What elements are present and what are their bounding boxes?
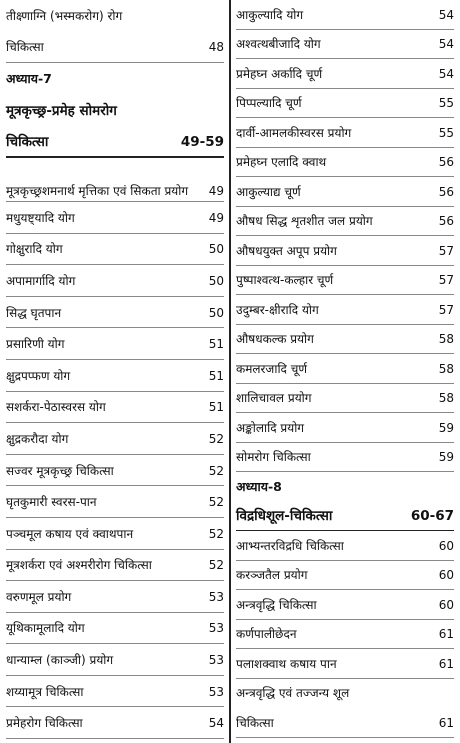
entry-title: क्षुद्रकरौदा योग bbox=[6, 431, 69, 446]
entry-page-number: 53 bbox=[208, 653, 224, 668]
entry-title: सशर्करा-पेठास्वरस योग bbox=[6, 400, 106, 415]
entry-page-number: 53 bbox=[208, 684, 224, 699]
entry-title: मूत्रकृच्छ्रशमनार्थ मृत्तिका एवं सिकता प्रयोग bbox=[6, 183, 189, 198]
right-toc-entry bbox=[236, 177, 454, 207]
right-toc-entry bbox=[236, 118, 454, 148]
left-column bbox=[6, 0, 224, 739]
entry-page-number: 54 bbox=[438, 7, 454, 22]
right-toc-entry bbox=[236, 679, 454, 709]
entry-title: शय्यामूत्र चिकित्सा bbox=[6, 684, 84, 699]
entry-title: यूथिकामूलादि योग bbox=[6, 621, 85, 636]
entry-title: आभ्यन्तरविद्रधि चिकित्सा bbox=[236, 538, 344, 553]
entry-title: अध्याय-7 bbox=[6, 70, 52, 86]
left-toc-entry bbox=[6, 95, 224, 127]
column-divider bbox=[229, 0, 231, 743]
right-column bbox=[236, 0, 454, 738]
entry-title: प्रमेहघ्न एलादि क्वाथ bbox=[236, 155, 327, 170]
entry-page-number: 60 bbox=[438, 538, 454, 553]
entry-page-number: 58 bbox=[438, 361, 454, 376]
entry-title: कमलरजादि चूर्ण bbox=[236, 361, 308, 376]
right-toc-entry bbox=[236, 89, 454, 119]
entry-page-number: 55 bbox=[438, 125, 454, 140]
entry-page-number: 58 bbox=[438, 332, 454, 347]
right-toc-entry bbox=[236, 295, 454, 325]
entry-page-number: 51 bbox=[208, 337, 224, 352]
entry-page-number: 53 bbox=[208, 621, 224, 636]
left-toc-entry bbox=[6, 158, 224, 202]
entry-title: धान्याम्ल (काञ्जी) प्रयोग bbox=[6, 653, 114, 668]
right-toc-entry bbox=[236, 236, 454, 266]
entry-title: करञ्जतैल प्रयोग bbox=[236, 568, 308, 583]
entry-page-number: 52 bbox=[208, 526, 224, 541]
right-toc-entry bbox=[236, 531, 454, 561]
entry-title: शालिचावल प्रयोग bbox=[236, 391, 312, 406]
right-toc-entry bbox=[236, 649, 454, 679]
entry-title: कर्णपालीछेदन bbox=[236, 627, 297, 642]
left-toc-entry bbox=[6, 297, 224, 329]
right-toc-entry bbox=[236, 30, 454, 60]
entry-page-number: 51 bbox=[208, 400, 224, 415]
entry-page-number: 60 bbox=[438, 597, 454, 612]
entry-title: घृतकुमारी स्वरस-पान bbox=[6, 495, 97, 510]
entry-page-number: 50 bbox=[208, 273, 224, 288]
entry-page-number: 50 bbox=[208, 305, 224, 320]
entry-title: पुष्पाश्वत्थ-कल्हार चूर्ण bbox=[236, 273, 334, 288]
right-toc-entry bbox=[236, 561, 454, 591]
entry-title: उदुम्बर-क्षीरादि योग bbox=[236, 302, 319, 317]
entry-page-number: 56 bbox=[438, 184, 454, 199]
entry-page-number: 58 bbox=[438, 391, 454, 406]
left-toc-entry bbox=[6, 707, 224, 739]
entry-page-number: 49 bbox=[208, 210, 224, 225]
entry-title: गोक्षुरादि योग bbox=[6, 242, 63, 257]
entry-page-number: 61 bbox=[438, 656, 454, 671]
entry-page-number: 55 bbox=[438, 96, 454, 111]
entry-title: सिद्ध घृतपान bbox=[6, 305, 62, 320]
left-toc-entry bbox=[6, 455, 224, 487]
left-toc-entry bbox=[6, 265, 224, 297]
left-toc-entry bbox=[6, 32, 224, 64]
left-toc-entry bbox=[6, 518, 224, 550]
right-toc-entry bbox=[236, 413, 454, 443]
entry-title: प्रमेहघ्न अर्कादि चूर्ण bbox=[236, 66, 323, 81]
left-toc-entry bbox=[6, 644, 224, 676]
left-toc-entry bbox=[6, 486, 224, 518]
entry-page-number: 61 bbox=[438, 715, 454, 730]
left-toc-entry bbox=[6, 550, 224, 582]
entry-page-number: 53 bbox=[208, 589, 224, 604]
entry-title: मधुयष्ट्यादि योग bbox=[6, 210, 75, 225]
right-toc-entry bbox=[236, 708, 454, 738]
left-toc-entry bbox=[6, 392, 224, 424]
entry-title: विद्रधिशूल-चिकित्सा bbox=[236, 508, 333, 525]
entry-title: चिकित्सा bbox=[6, 134, 49, 151]
entry-page-number: 60 bbox=[438, 568, 454, 583]
left-toc-entry bbox=[6, 581, 224, 613]
entry-title: चिकित्सा bbox=[6, 40, 44, 55]
left-toc-entry bbox=[6, 0, 224, 32]
entry-title: दार्वी-आमलकीस्वरस प्रयोग bbox=[236, 125, 352, 140]
entry-title: अन्त्रवृद्धि चिकित्सा bbox=[236, 597, 317, 612]
left-toc-entry bbox=[6, 328, 224, 360]
entry-title: मूत्रशर्करा एवं अश्मरीरोग चिकित्सा bbox=[6, 558, 152, 573]
entry-title: तीक्ष्णाग्नि (भस्मकरोग) रोग bbox=[6, 8, 123, 23]
entry-title: आकुल्याद्य चूर्ण bbox=[236, 184, 301, 199]
left-toc-entry bbox=[6, 234, 224, 266]
entry-title: औषधयुक्त अपूप प्रयोग bbox=[236, 243, 337, 258]
entry-page-number: 54 bbox=[438, 66, 454, 81]
entry-page-number: 59 bbox=[438, 450, 454, 465]
entry-page-number: 52 bbox=[208, 495, 224, 510]
right-toc-entry bbox=[236, 384, 454, 414]
entry-title: प्रमेहरोग चिकित्सा bbox=[6, 716, 83, 731]
entry-title: औषधकल्क प्रयोग bbox=[236, 332, 314, 347]
entry-title: अध्याय-8 bbox=[236, 478, 282, 494]
entry-page-number: 59 bbox=[438, 420, 454, 435]
entry-page-number: 56 bbox=[438, 155, 454, 170]
entry-title: अश्वत्थबीजादि योग bbox=[236, 37, 321, 52]
entry-title: सज्वर मूत्रकृच्छ्र चिकित्सा bbox=[6, 463, 114, 478]
entry-title: प्रसारिणी योग bbox=[6, 337, 65, 352]
entry-page-number: 57 bbox=[438, 273, 454, 288]
left-toc-entry bbox=[6, 613, 224, 645]
left-toc-entry bbox=[6, 676, 224, 708]
entry-title: सोमरोग चिकित्सा bbox=[236, 450, 311, 465]
entry-title: पलाशक्वाथ कषाय पान bbox=[236, 656, 337, 671]
entry-title: चिकित्सा bbox=[236, 715, 274, 730]
entry-page-number: 49-59 bbox=[180, 134, 224, 151]
left-toc-entry bbox=[6, 202, 224, 234]
entry-title: औषध सिद्ध शृतशीत जल प्रयोग bbox=[236, 214, 373, 229]
entry-title: आकुल्यादि योग bbox=[236, 7, 304, 22]
entry-page-number: 57 bbox=[438, 243, 454, 258]
entry-page-number: 51 bbox=[208, 368, 224, 383]
entry-page-number: 57 bbox=[438, 302, 454, 317]
entry-page-number: 48 bbox=[208, 40, 224, 55]
entry-page-number: 52 bbox=[208, 558, 224, 573]
entry-page-number: 52 bbox=[208, 463, 224, 478]
entry-page-number: 54 bbox=[208, 716, 224, 731]
entry-title: पञ्चमूल कषाय एवं क्वाथपान bbox=[6, 526, 134, 541]
entry-title: अङ्कोलादि प्रयोग bbox=[236, 420, 305, 435]
entry-page-number: 56 bbox=[438, 214, 454, 229]
entry-title: पिप्पल्यादि चूर्ण bbox=[236, 96, 302, 111]
right-toc-entry bbox=[236, 443, 454, 473]
entry-page-number: 49 bbox=[208, 183, 224, 198]
entry-page-number: 50 bbox=[208, 242, 224, 257]
entry-title: अन्त्रवृद्धि एवं तज्जन्य शूल bbox=[236, 686, 350, 701]
right-toc-entry bbox=[236, 472, 454, 502]
left-toc-entry bbox=[6, 126, 224, 158]
entry-title: क्षुद्रपप्फण योग bbox=[6, 368, 71, 383]
left-toc-entry bbox=[6, 63, 224, 95]
right-toc-entry bbox=[236, 0, 454, 30]
right-toc-entry bbox=[236, 354, 454, 384]
entry-title: मूत्रकृच्छ्र-प्रमेह सोमरोग bbox=[6, 102, 117, 119]
right-toc-entry bbox=[236, 502, 454, 532]
entry-title: अपामार्गादि योग bbox=[6, 273, 76, 288]
right-toc-entry bbox=[236, 59, 454, 89]
entry-page-number: 61 bbox=[438, 627, 454, 642]
right-toc-entry bbox=[236, 590, 454, 620]
entry-page-number: 54 bbox=[438, 37, 454, 52]
right-toc-entry bbox=[236, 620, 454, 650]
left-toc-entry bbox=[6, 423, 224, 455]
right-toc-entry bbox=[236, 207, 454, 237]
left-toc-entry bbox=[6, 360, 224, 392]
right-toc-entry bbox=[236, 266, 454, 296]
right-toc-entry bbox=[236, 325, 454, 355]
entry-page-number: 52 bbox=[208, 431, 224, 446]
entry-page-number: 60-67 bbox=[410, 508, 454, 525]
entry-title: वरुणमूल प्रयोग bbox=[6, 589, 72, 604]
right-toc-entry bbox=[236, 148, 454, 178]
